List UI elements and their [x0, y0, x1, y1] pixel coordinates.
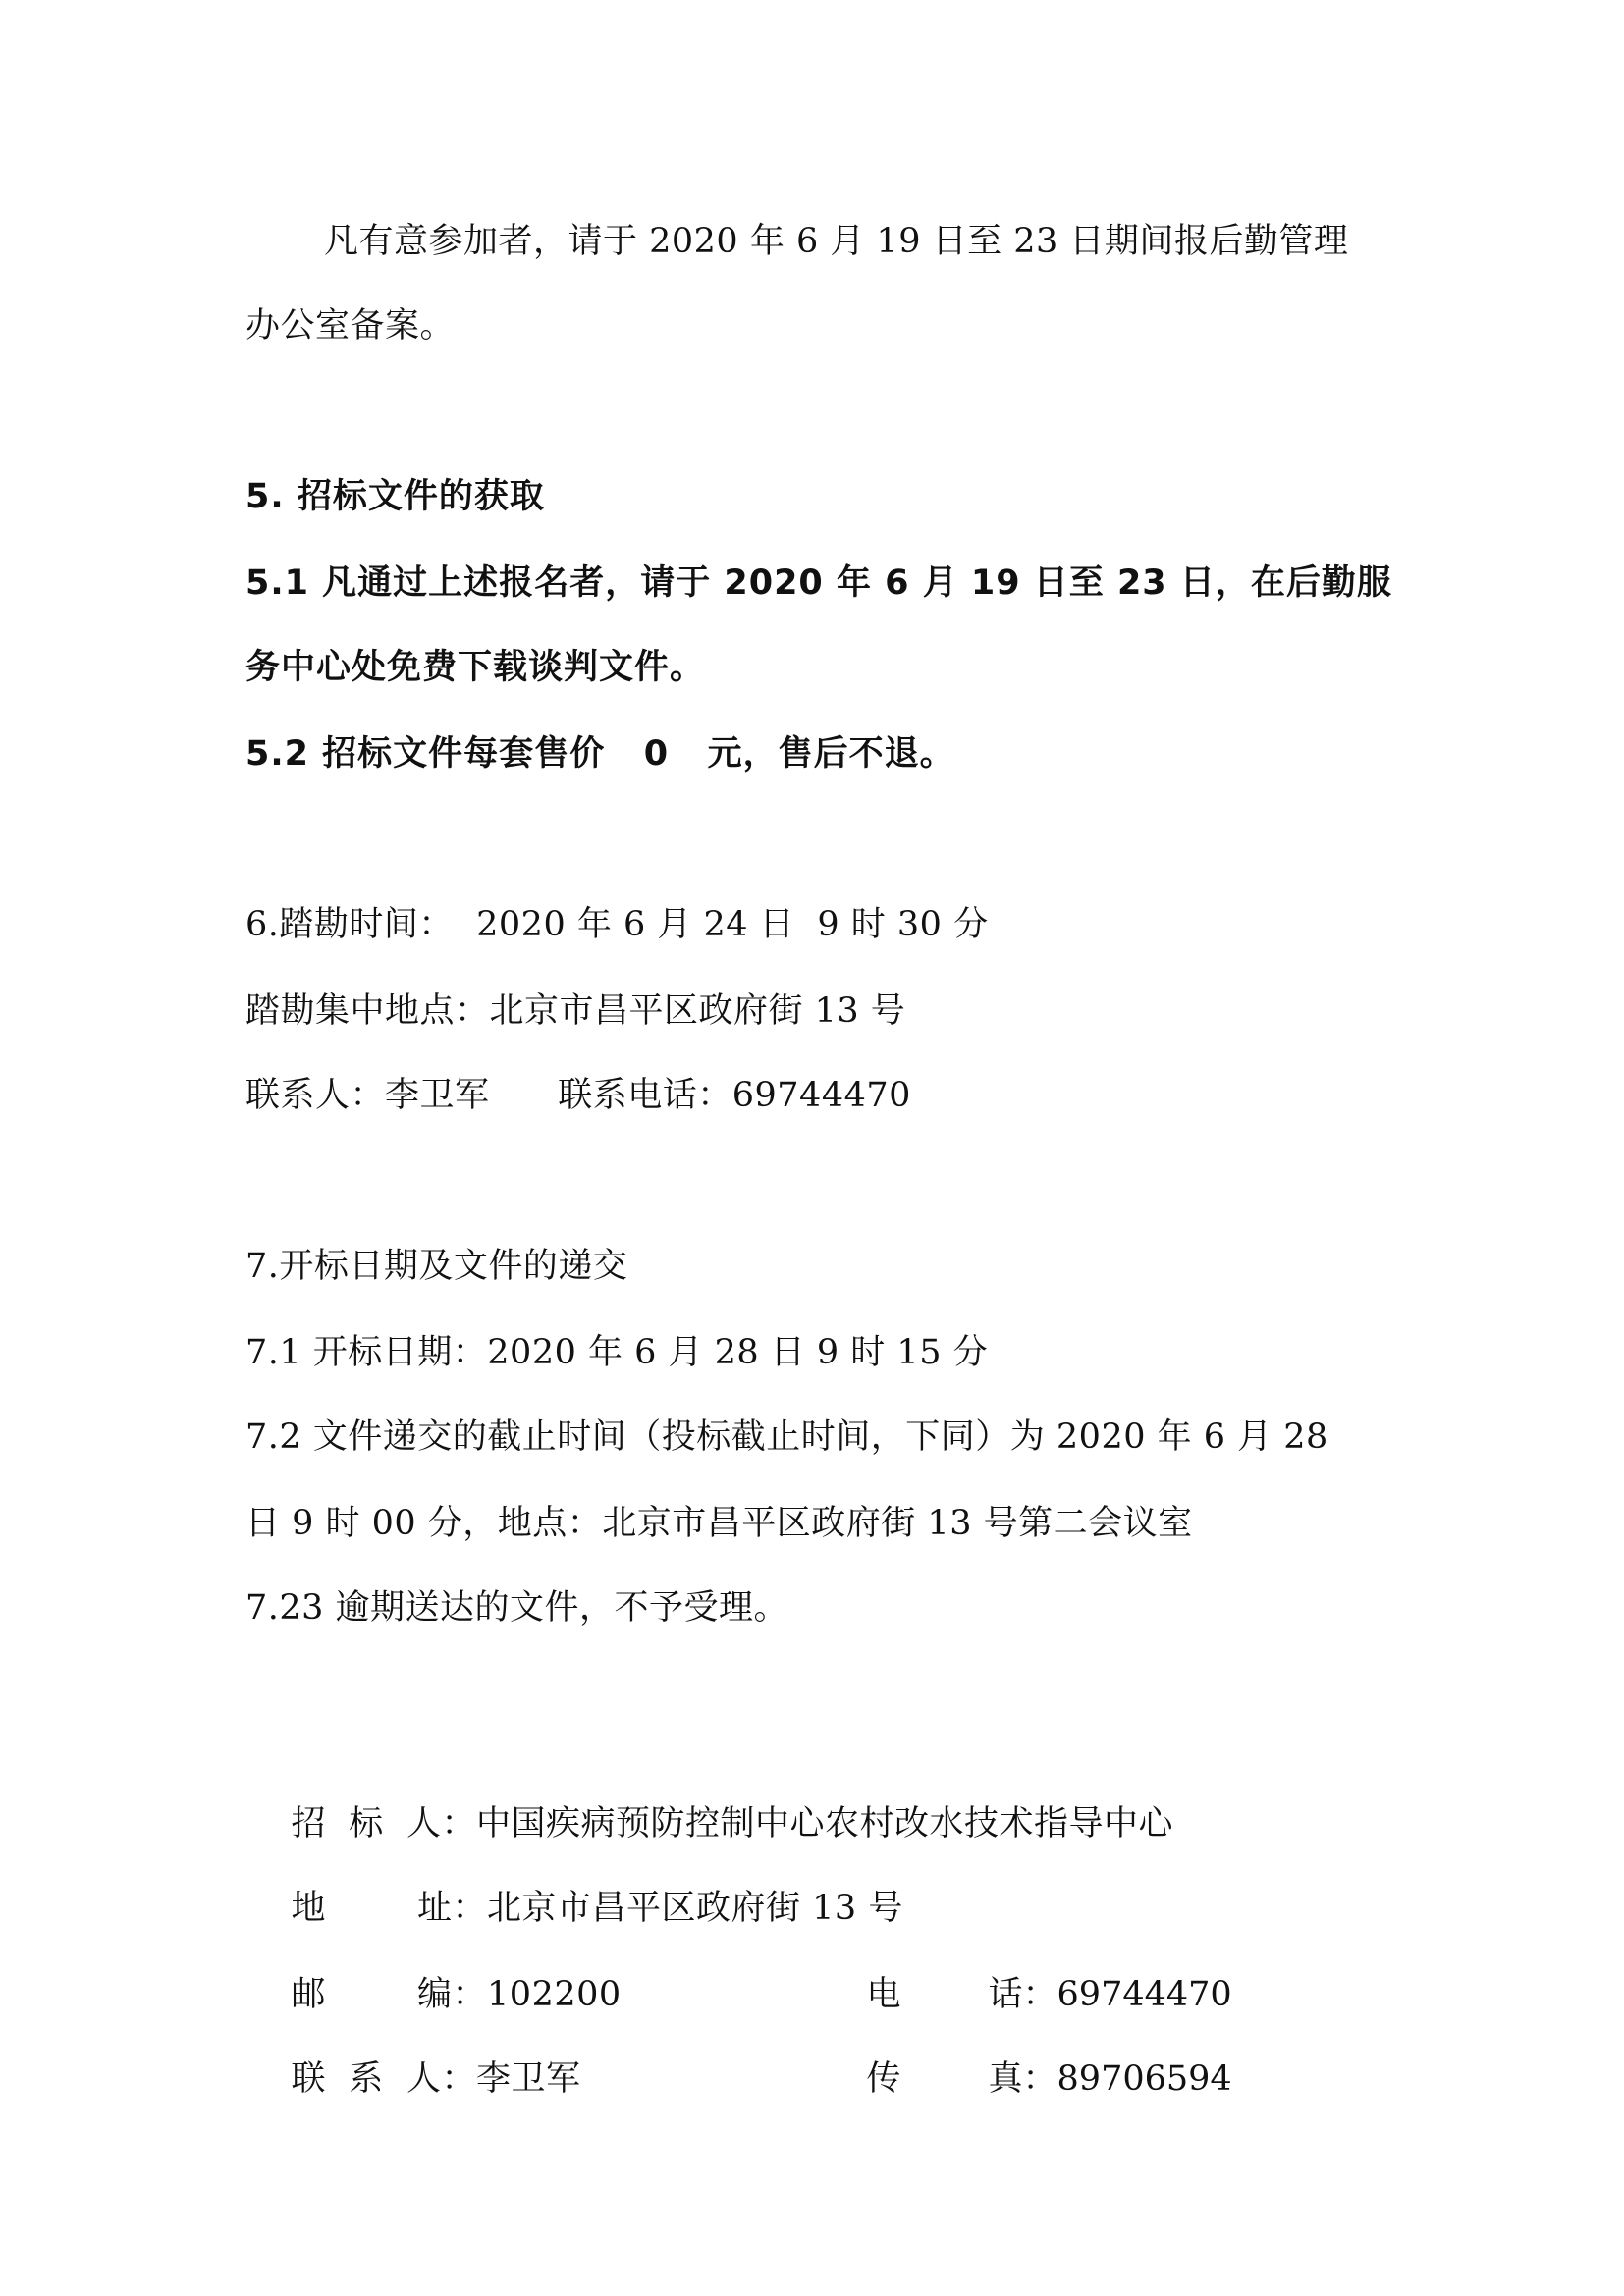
section-7-heading: 7.开标日期及文件的递交: [245, 1247, 628, 1286]
phone-label: 电 话：: [866, 1975, 1057, 2014]
address-value: 北京市昌平区政府街 13 号: [487, 1889, 903, 1928]
section-6-contact: 联系人：李卫军 联系电话：69744470: [245, 1076, 911, 1115]
footer-contact-value: 李卫军: [476, 2059, 581, 2099]
phone-value: 69744470: [1056, 1975, 1232, 2014]
section-5-2: 5.2 招标文件每套售价 0 元，售后不退。: [245, 734, 955, 774]
intro-line-1: 凡有意参加者，请于 2020 年 6 月 19 日至 23 日期间报后勤管理: [324, 222, 1349, 261]
fax-row: [823, 2014, 1232, 2144]
section-7-2-line-2: 日 9 时 00 分，地点：北京市昌平区政府街 13 号第二会议室: [245, 1504, 1193, 1543]
section-5-heading: 5. 招标文件的获取: [245, 477, 545, 516]
section-7-2-line-1: 7.2 文件递交的截止时间（投标截止时间，下同）为 2020 年 6 月 28: [245, 1417, 1328, 1457]
postcode-label: 邮 编：: [291, 1975, 488, 2014]
footer-contact-label: 联 系 人：: [291, 2059, 477, 2099]
intro-line-2: 办公室备案。: [245, 306, 456, 346]
section-7-1: 7.1 开标日期：2020 年 6 月 28 日 9 时 15 分: [245, 1333, 989, 1372]
section-6-heading: 6.踏勘时间： 2020 年 6 月 24 日 9 时 30 分: [245, 905, 989, 944]
tenderer-label: 招 标 人：: [291, 1804, 477, 1843]
section-5-1-line-2: 务中心处免费下载谈判文件。: [245, 648, 706, 687]
address-label: 地 址：: [291, 1889, 488, 1928]
section-6-location: 踏勘集中地点：北京市昌平区政府街 13 号: [245, 991, 906, 1031]
fax-value: 89706594: [1056, 2059, 1232, 2099]
footer-contact-row: [245, 2014, 581, 2144]
section-5-1-line-1: 5.1 凡通过上述报名者，请于 2020 年 6 月 19 日至 23 日，在后勤服: [245, 563, 1392, 603]
fax-label: 传 真：: [866, 2059, 1057, 2099]
postcode-value: 102200: [487, 1975, 622, 2014]
section-7-3: 7.23 逾期送达的文件，不予受理。: [245, 1588, 789, 1628]
tenderer-value: 中国疾病预防控制中心农村改水技术指导中心: [476, 1804, 1174, 1843]
